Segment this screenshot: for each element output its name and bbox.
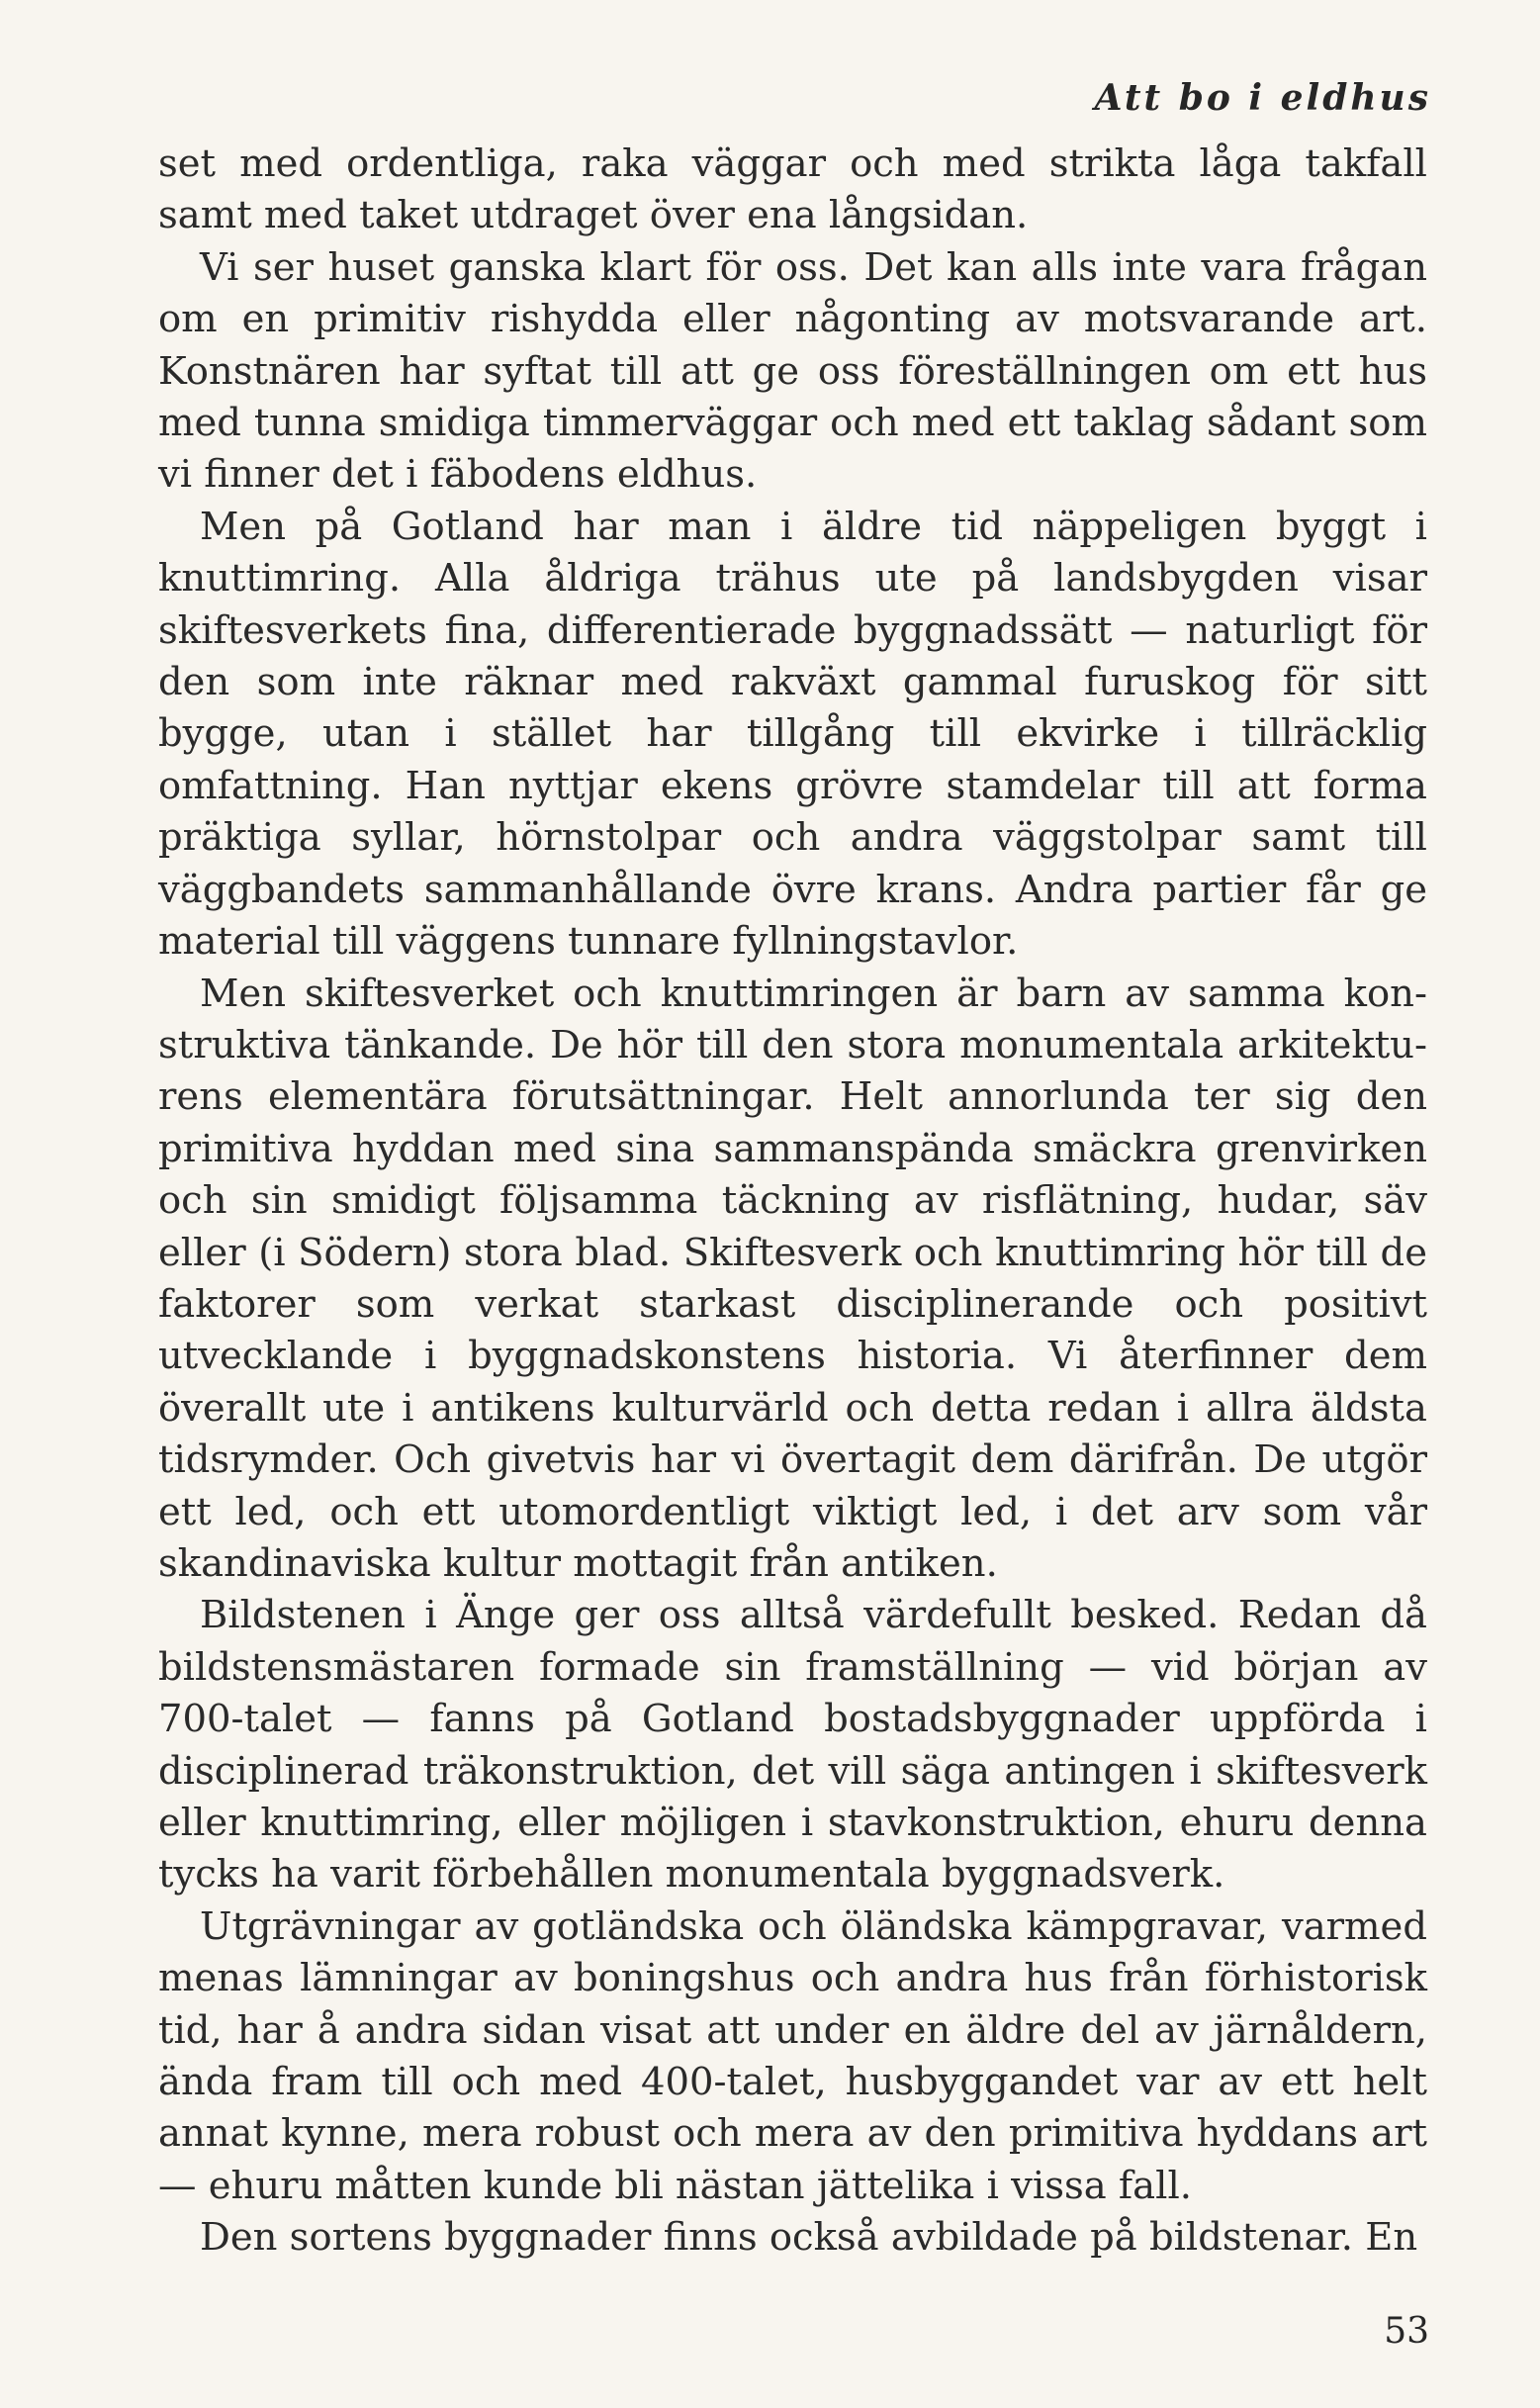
paragraph-6: Utgrävningar av gotländska och öländska kämpgravar, varmed menas lämningar av boningshus och andra hus från förhistorisk tid, har å andra sidan visat att under en äldre del av järnåldern, ända fram till och med 400-talet, husbyggandet var av ett helt annat kynne, mera robust och mera av den primitiva hyddans art — ehuru måtten kunde bli nästan jättelika i vissa fall. — [158, 1903, 1427, 2208]
paragraph-4: Men skiftesverket och knuttimringen är barn av samma konstruktiva tänkande. De hör till den stora monumentala arkitekturens elementära förutsättningar. Helt annorlunda ter sig den primitiva hyddan med sina sammanspända smäckra grenvirken och sin smidigt följsamma täckning av risflätning, hudar, säv eller (i Södern) stora blad. Skiftesverk och knuttimring hör till de faktorer som verkat starkast disciplinerande och positivt utvecklande i byggnadskonstens historia. Vi återfinner dem överallt ute i antikens kulturvärld och detta redan i allra äldsta tidsrymder. Och givetvis har vi övertagit dem därifrån. De utgör ett led, och ett utomordentligt viktigt led, i det arv som vår skandinaviska kultur mottagit från antiken. — [158, 971, 1427, 1586]
running-head: Att bo i eldhus — [1094, 77, 1431, 119]
paragraph-5: Bildstenen i Änge ger oss alltså värdefullt besked. Redan då bildstensmästaren formade sin framställning — vid början av 700-talet — fanns på Gotland bostadsbyggnader uppförda i disciplinerad träkonstruktion, det vill säga antingen i skiftesverk eller knuttimring, eller möjligen i stavkonstruktion, ehuru denna tycks ha varit förbehållen monumentala byggnadsverk. — [158, 1593, 1427, 1898]
paragraph-3: Men på Gotland har man i äldre tid näppeligen byggt i knuttimring. Alla åldriga trähus ute på landsbygden visar skiftesverkets fina, differentierade byggnadssätt — naturligt för den som inte räknar med rakväxt gammal furuskog för sitt bygge, utan i stället har tillgång till ekvirke i tillräcklig omfattning. Han nyttjar ekens grövre stamdelar till att forma präktiga syllar, hörnstolpar och andra väggstolpar samt till väggbandets sammanhållande övre krans. Andra partier får ge material till väggens tunnare fyllningstavlor. — [158, 504, 1427, 965]
paragraph-2: Vi ser huset ganska klart för oss. Det kan alls inte vara frågan om en primitiv rishydda eller någonting av motsvarande art. Konstnären har syftat till att ge oss föreställningen om ett hus med tunna smidiga timmerväggar och med ett taklag sådant som vi finner det i fäbodens eldhus. — [158, 244, 1427, 498]
body-text — [158, 139, 1427, 2265]
paragraph-1: set med ordentliga, raka väggar och med strikta låga takfall samt med taket utdraget över ena långsidan. — [158, 141, 1427, 238]
page-number: 53 — [1384, 2311, 1429, 2352]
paragraph-7: Den sortens byggnader finns också avbildade på bildstenar. En — [200, 2215, 1418, 2261]
